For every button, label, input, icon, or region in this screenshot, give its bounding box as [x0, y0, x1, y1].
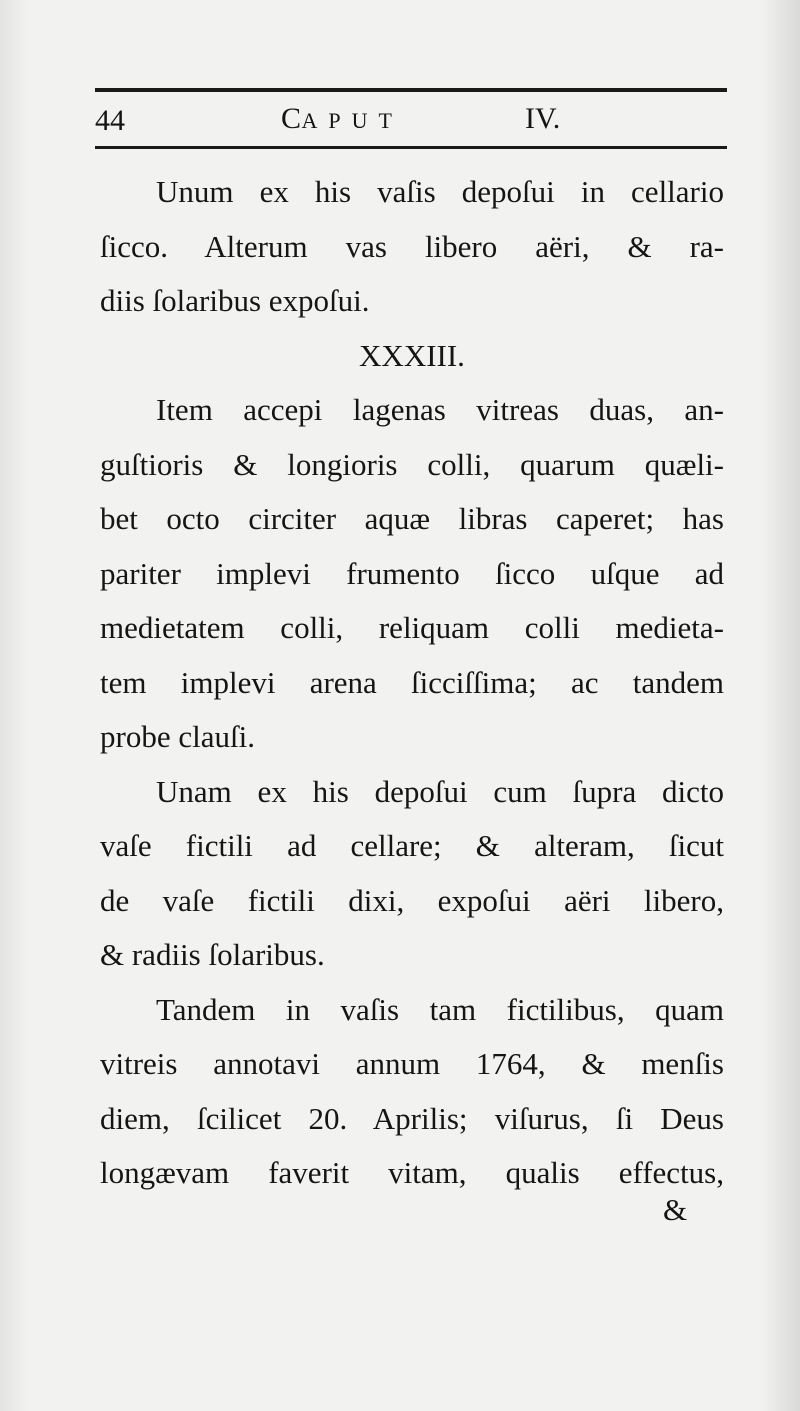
text-line: vitreis annotavi annum 1764, & menſis [100, 1046, 724, 1081]
running-title-rest: APUT [301, 108, 403, 133]
text-line: Item accepi lagenas vitreas duas, an- [156, 392, 724, 427]
text-line: longævam faverit vitam, qualis effectus, [100, 1155, 724, 1190]
text-line: probe clauſi. [100, 719, 255, 754]
body-text [100, 165, 724, 1201]
text-line: guſtioris & longioris colli, quarum quæli- [100, 446, 724, 482]
text-line: vaſe fictili ad cellare; & alteram, ſicut [100, 828, 724, 863]
header-rule-top [95, 88, 727, 92]
text-line: Unam ex his depoſui cum ſupra dicto [156, 773, 724, 809]
section-heading: XXXIII. [359, 337, 465, 373]
text-line: pariter implevi frumento ſicco uſque ad [100, 555, 724, 591]
running-header [95, 96, 727, 144]
text-line: bet octo circiter aquæ libras caperet; has [100, 501, 724, 536]
page-number: 44 [95, 104, 125, 137]
text-line: de vaſe fictili dixi, expoſui aëri libero, [100, 882, 724, 918]
text-line: Unum ex his vaſis depoſui in cellario [156, 174, 724, 209]
header-rule-bottom [95, 146, 727, 149]
running-title [281, 102, 403, 136]
running-title-initial: C [281, 102, 302, 135]
text-line: Tandem in vaſis tam fictilibus, quam [156, 991, 724, 1027]
catchword: & [663, 1192, 688, 1227]
text-line: medietatem colli, reliquam colli medieta- [100, 610, 724, 645]
text-line: diis ſolaribus expoſui. [100, 283, 370, 318]
text-line: & radiis ſolaribus. [100, 937, 325, 972]
running-chapter: IV. [525, 102, 561, 135]
text-line: tem implevi arena ſicciſſima; ac tandem [100, 664, 724, 700]
text-line: diem, ſcilicet 20. Aprilis; viſurus, ſi Deus [100, 1100, 724, 1136]
text-line: ſicco. Alterum vas libero aëri, & ra- [100, 228, 724, 264]
